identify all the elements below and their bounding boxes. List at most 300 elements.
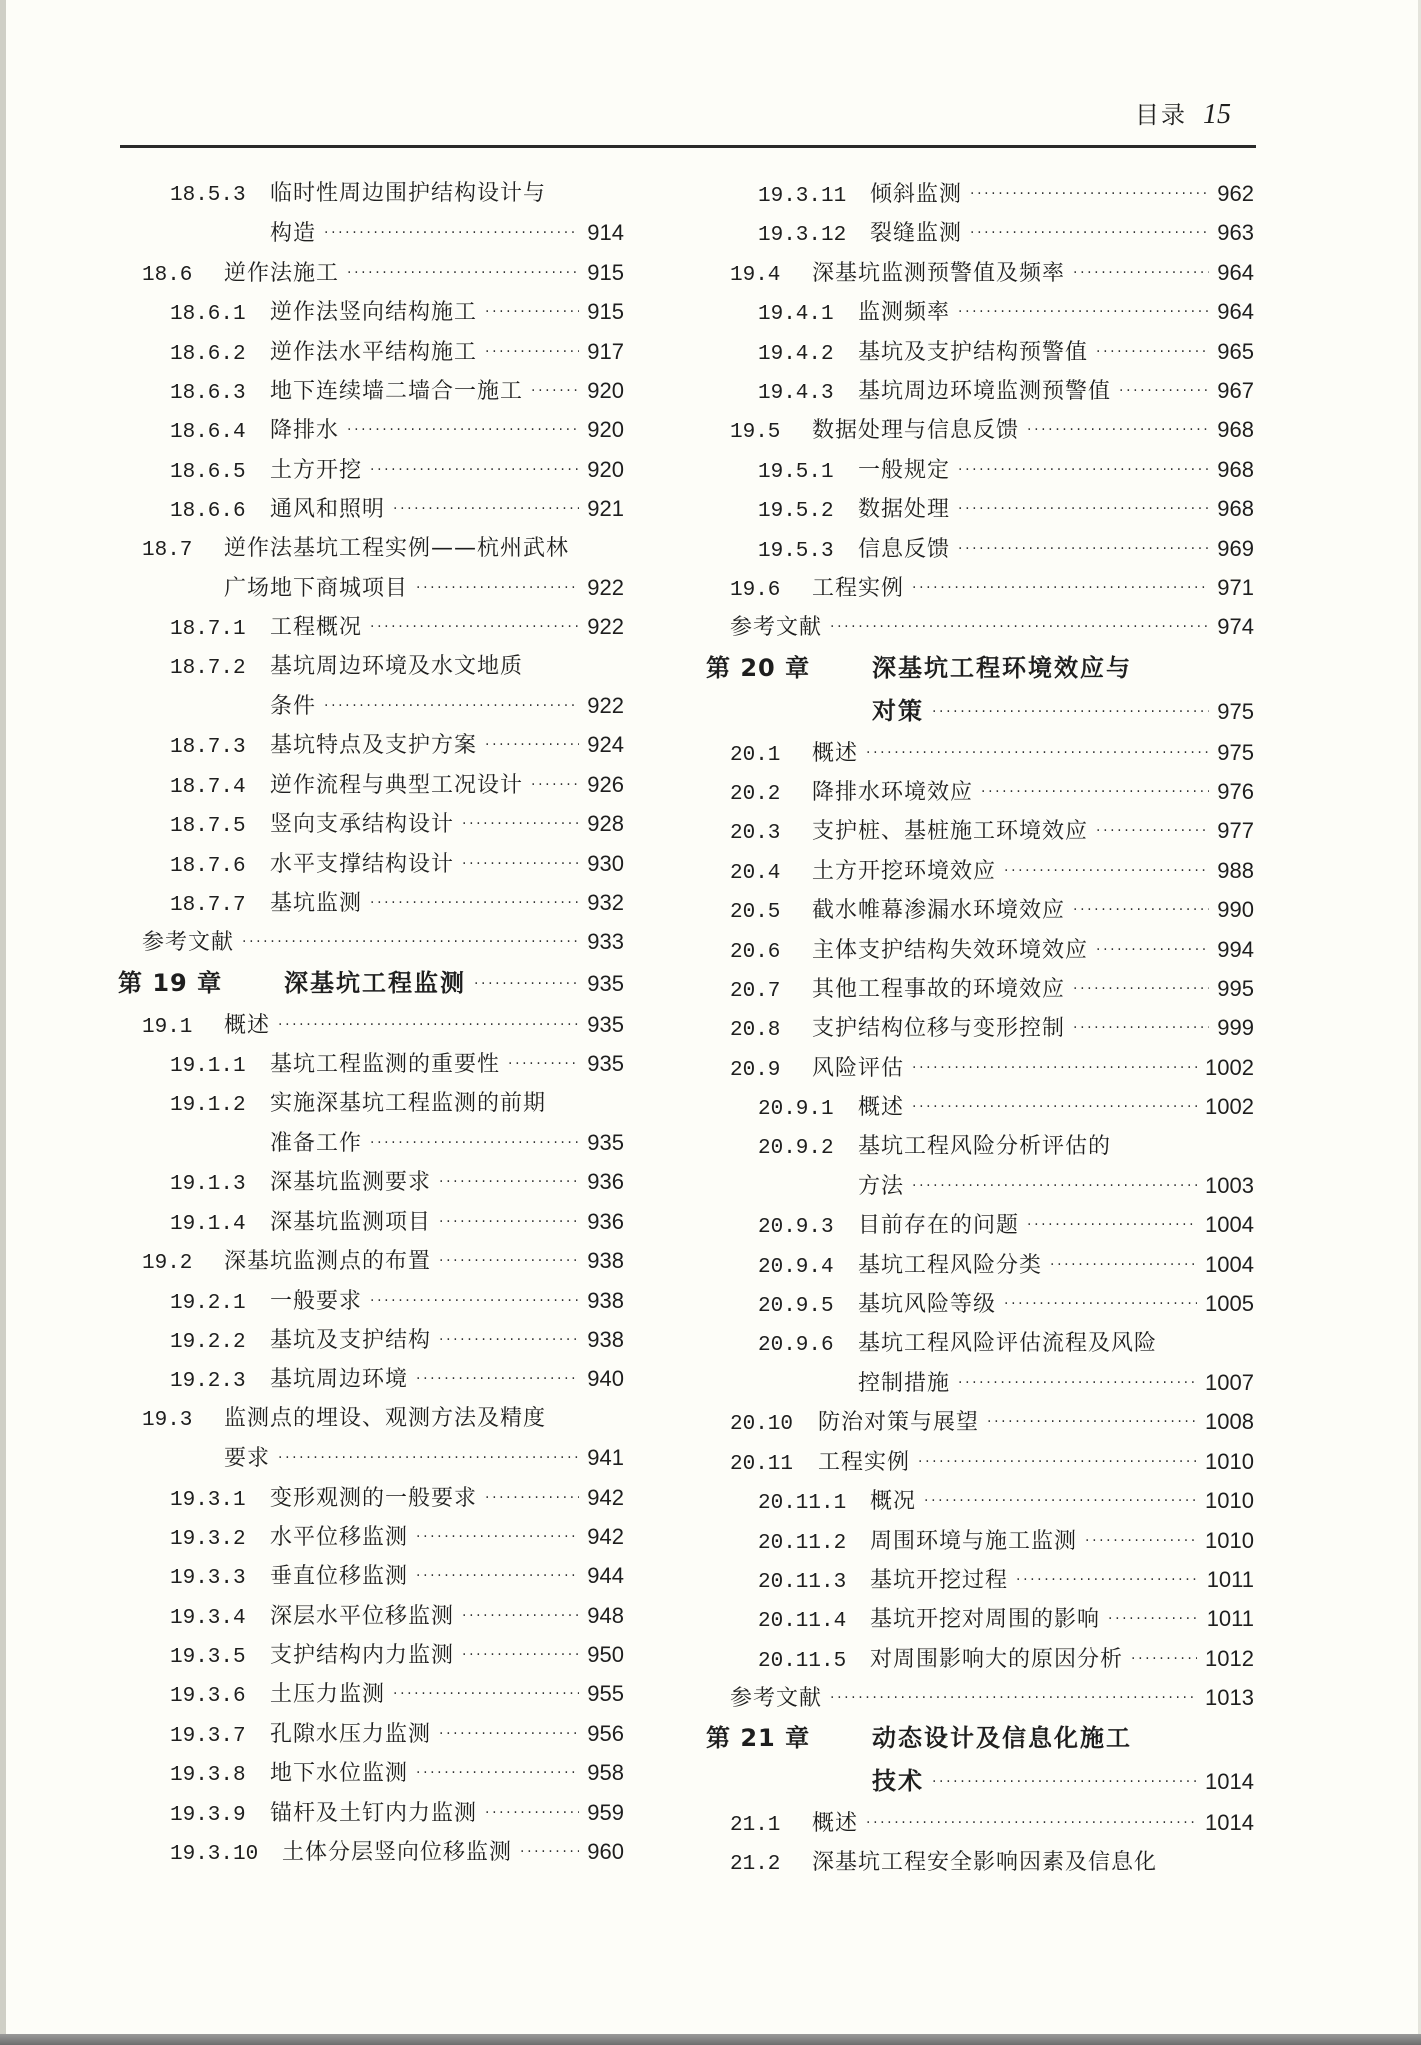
entry-page-number: 1014 [1205, 1810, 1254, 1836]
entry-page-number: 914 [587, 220, 624, 246]
entry-title: 参考文献 [142, 930, 235, 956]
entry-title: 地下水位监测 [270, 1761, 409, 1787]
entry-title: 土体分层竖向位移监测 [282, 1840, 513, 1866]
dot-leader [439, 1203, 579, 1242]
toc-subsection-entry[interactable] [706, 1205, 1254, 1244]
entry-page-number: 1013 [1205, 1685, 1254, 1711]
toc-section-entry[interactable] [706, 930, 1254, 969]
toc-section-entry[interactable] [706, 890, 1254, 929]
toc-subsection-entry[interactable] [706, 1481, 1254, 1520]
entry-number: 21.2 [730, 1852, 781, 1876]
entry-page-number: 921 [587, 496, 624, 522]
dot-leader [1073, 891, 1209, 930]
dot-leader [987, 1403, 1197, 1442]
entry-number: 19.5.1 [758, 460, 834, 484]
dot-leader [866, 1804, 1197, 1843]
toc-subsection-entry[interactable] [118, 292, 624, 331]
entry-page-number: 994 [1217, 936, 1254, 962]
dot-leader [932, 691, 1209, 734]
toc-entry-continuation[interactable] [706, 1363, 1254, 1402]
dot-leader [981, 773, 1209, 812]
entry-title: 变形观测的一般要求 [270, 1485, 478, 1511]
toc-section-entry[interactable] [706, 253, 1254, 292]
toc-section-entry[interactable] [706, 568, 1254, 607]
dot-leader [462, 1597, 579, 1636]
entry-page-number: 968 [1217, 417, 1254, 443]
entry-title: 监测频率 [858, 300, 951, 326]
entry-number: 19.2.1 [170, 1291, 246, 1315]
toc-section-entry[interactable] [706, 1442, 1254, 1481]
entry-page-number: 975 [1217, 698, 1254, 724]
toc-subsection-entry[interactable] [118, 1478, 624, 1517]
dot-leader [1096, 812, 1209, 851]
toc-subsection-entry[interactable] [118, 1517, 624, 1556]
entry-title: 降排水环境效应 [812, 780, 974, 806]
entry-page-number: 990 [1217, 897, 1254, 923]
toc-subsection-entry[interactable] [118, 371, 624, 410]
entry-title: 一般要求 [270, 1288, 363, 1314]
entry-title: 基坑及支护结构预警值 [858, 339, 1089, 365]
entry-number: 21.1 [730, 1814, 781, 1838]
entry-number: 20.2 [730, 783, 781, 807]
entry-page-number: 922 [587, 693, 624, 719]
entry-page-number: 1014 [1205, 1769, 1254, 1795]
entry-number: 18.7.1 [170, 618, 246, 642]
toc-subsection-entry[interactable] [118, 725, 624, 764]
entry-title: 基坑工程风险分类 [858, 1252, 1043, 1278]
dot-leader [866, 734, 1209, 773]
entry-page-number: 958 [587, 1760, 624, 1786]
toc-subsection-entry[interactable] [706, 1639, 1254, 1678]
toc-subsection-entry[interactable] [118, 647, 624, 686]
entry-page-number: 948 [587, 1602, 624, 1628]
entry-number: 19.3.3 [170, 1567, 246, 1591]
dot-leader [370, 1124, 579, 1163]
entry-number: 19.3.5 [170, 1646, 246, 1670]
toc-entry-continuation[interactable] [118, 568, 624, 607]
entry-title: 基坑及支护结构 [270, 1327, 432, 1353]
entry-number: 20.9 [730, 1058, 781, 1082]
toc-subsection-entry[interactable] [706, 1245, 1254, 1284]
toc-section-entry[interactable] [118, 1005, 624, 1044]
dot-leader [918, 1443, 1197, 1482]
toc-subsection-entry[interactable] [706, 1284, 1254, 1323]
entry-page-number: 942 [587, 1484, 624, 1510]
entry-number: 19.3.10 [170, 1843, 259, 1867]
entry-page-number: 1004 [1205, 1212, 1254, 1238]
toc-subsection-entry[interactable] [706, 1087, 1254, 1126]
entry-number: 18.6.6 [170, 500, 246, 524]
entry-page-number: 924 [587, 732, 624, 758]
dot-leader [520, 1833, 579, 1872]
toc-subsection-entry[interactable] [706, 1560, 1254, 1599]
toc-section-entry[interactable] [706, 969, 1254, 1008]
toc-entry-continuation[interactable] [118, 213, 624, 252]
entry-title: 基坑工程监测的重要性 [270, 1052, 501, 1078]
entry-page-number: 940 [587, 1366, 624, 1392]
entry-title: 基坑开挖对周围的影响 [870, 1607, 1101, 1633]
entry-page-number: 938 [587, 1326, 624, 1352]
entry-page-number: 920 [587, 456, 624, 482]
entry-number: 19.6 [730, 578, 781, 602]
toc-column-right [706, 174, 1254, 1882]
dot-leader [416, 1518, 579, 1557]
dot-leader [439, 1321, 579, 1360]
entry-title: 逆作法基坑工程实例——杭州武林 [224, 535, 570, 561]
entry-number: 19.2.2 [170, 1330, 246, 1354]
entry-number: 19.3.6 [170, 1685, 246, 1709]
toc-subsection-entry[interactable] [118, 450, 624, 489]
entry-number: 18.7.5 [170, 815, 246, 839]
dot-leader [531, 372, 579, 411]
entry-page-number: 956 [587, 1720, 624, 1746]
entry-number: 19.1.2 [170, 1093, 246, 1117]
entry-title: 概述 [224, 1012, 271, 1038]
dot-leader [1108, 1600, 1199, 1639]
toc-section-entry[interactable] [706, 1402, 1254, 1441]
toc-subsection-entry[interactable] [706, 332, 1254, 371]
toc-subsection-entry[interactable] [118, 1793, 624, 1832]
entry-title: 准备工作 [270, 1130, 363, 1156]
scan-page-edge-left [0, 0, 6, 2045]
dot-leader [439, 1242, 579, 1281]
entry-page-number: 936 [587, 1208, 624, 1234]
dot-leader [912, 1088, 1197, 1127]
entry-title: 深基坑工程安全影响因素及信息化 [812, 1849, 1158, 1875]
dot-leader [1050, 1246, 1197, 1285]
entry-number: 19.1.4 [170, 1212, 246, 1236]
toc-subsection-entry[interactable] [118, 765, 624, 804]
toc-section-entry[interactable] [706, 1803, 1254, 1842]
entry-title: 孔隙水压力监测 [270, 1721, 432, 1747]
dot-leader [970, 214, 1209, 253]
entry-title: 水平位移监测 [270, 1524, 409, 1550]
entry-number: 20.9.1 [758, 1098, 834, 1122]
toc-subsection-entry[interactable] [118, 1832, 624, 1871]
entry-title: 一般规定 [858, 457, 951, 483]
toc-subsection-entry[interactable] [118, 1753, 624, 1792]
toc-subsection-entry[interactable] [118, 174, 624, 213]
entry-title: 降排水 [270, 418, 340, 444]
entry-number: 19.3 [142, 1408, 193, 1432]
dot-leader [1131, 1640, 1197, 1679]
toc-section-entry[interactable] [118, 1399, 624, 1438]
toc-chapter-entry[interactable] [118, 962, 624, 1005]
toc-section-entry[interactable] [706, 733, 1254, 772]
toc-subsection-entry[interactable] [706, 489, 1254, 528]
entry-page-number: 1002 [1205, 1054, 1254, 1080]
toc-section-entry[interactable] [706, 1843, 1254, 1882]
dot-leader [508, 1045, 579, 1084]
dot-leader [1119, 372, 1209, 411]
dot-leader [912, 569, 1209, 608]
entry-title: 广场地下商城项目 [224, 575, 409, 601]
toc-chapter-entry[interactable] [706, 1717, 1254, 1760]
entry-page-number: 1008 [1205, 1409, 1254, 1435]
dot-leader [324, 687, 579, 726]
dot-leader [1096, 931, 1209, 970]
entry-page-number: 935 [587, 1011, 624, 1037]
entry-page-number: 1010 [1205, 1448, 1254, 1474]
toc-subsection-entry[interactable] [706, 1127, 1254, 1166]
toc-references-entry[interactable] [118, 922, 624, 961]
toc-subsection-entry[interactable] [706, 450, 1254, 489]
entry-page-number: 938 [587, 1287, 624, 1313]
entry-page-number: 920 [587, 417, 624, 443]
entry-number: 18.6.3 [170, 381, 246, 405]
entry-page-number: 1012 [1205, 1645, 1254, 1671]
dot-leader [1027, 411, 1209, 450]
entry-title: 防治对策与展望 [818, 1410, 980, 1436]
entry-number: 20.9.4 [758, 1255, 834, 1279]
entry-number: 19.1.1 [170, 1055, 246, 1079]
entry-title: 逆作流程与典型工况设计 [270, 772, 524, 798]
entry-title: 基坑周边环境 [270, 1367, 409, 1393]
toc-subsection-entry[interactable] [118, 1044, 624, 1083]
entry-page-number: 976 [1217, 779, 1254, 805]
entry-number: 18.6.5 [170, 460, 246, 484]
toc-section-entry[interactable] [706, 1008, 1254, 1047]
entry-page-number: 1007 [1205, 1369, 1254, 1395]
dot-leader [1016, 1561, 1199, 1600]
entry-number: 19.3.2 [170, 1527, 246, 1551]
entry-title: 概述 [812, 1811, 859, 1837]
entry-number: 第 21 章 [706, 1724, 811, 1753]
dot-leader [370, 884, 579, 923]
entry-title: 周围环境与施工监测 [870, 1528, 1078, 1554]
dot-leader [242, 923, 579, 962]
dot-leader [485, 1794, 579, 1833]
toc-subsection-entry[interactable] [118, 1714, 624, 1753]
entry-title: 深基坑工程环境效应与 [872, 653, 1132, 682]
entry-title: 工程概况 [270, 615, 363, 641]
entry-number: 18.7 [142, 538, 193, 562]
entry-page-number: 915 [587, 299, 624, 325]
toc-section-entry[interactable] [118, 529, 624, 568]
dot-leader [830, 1679, 1197, 1718]
entry-title: 技术 [872, 1767, 924, 1796]
entry-number: 19.3.11 [758, 185, 847, 208]
entry-title: 深基坑监测项目 [270, 1209, 432, 1235]
entry-page-number: 1003 [1205, 1172, 1254, 1198]
entry-page-number: 950 [587, 1642, 624, 1668]
entry-title: 竖向支承结构设计 [270, 812, 455, 838]
dot-leader [970, 175, 1209, 214]
dot-leader [958, 293, 1209, 332]
entry-number: 20.4 [730, 861, 781, 885]
entry-page-number: 942 [587, 1523, 624, 1549]
entry-title: 逆作法竖向结构施工 [270, 300, 478, 326]
entry-title: 方法 [858, 1173, 905, 1199]
entry-title: 逆作法施工 [224, 260, 340, 286]
entry-title: 截水帷幕渗漏水环境效应 [812, 898, 1066, 924]
toc-section-entry[interactable] [706, 410, 1254, 449]
toc-subsection-entry[interactable] [706, 371, 1254, 410]
toc-subsection-entry[interactable] [706, 1599, 1254, 1638]
toc-subsection-entry[interactable] [118, 1202, 624, 1241]
dot-leader [474, 963, 579, 1006]
dot-leader [462, 805, 579, 844]
entry-number: 19.3.9 [170, 1803, 246, 1827]
entry-page-number: 977 [1217, 818, 1254, 844]
toc-column-left [118, 174, 624, 1871]
entry-title: 数据处理 [858, 497, 951, 523]
toc-entry-continuation[interactable] [118, 1438, 624, 1477]
entry-number: 20.1 [730, 743, 781, 767]
entry-number: 19.3.12 [758, 224, 847, 248]
entry-page-number: 1005 [1205, 1291, 1254, 1317]
toc-subsection-entry[interactable] [118, 1556, 624, 1595]
toc-subsection-entry[interactable] [118, 1162, 624, 1201]
dot-leader [370, 608, 579, 647]
entry-page-number: 963 [1217, 220, 1254, 246]
toc-subsection-entry[interactable] [706, 174, 1254, 213]
entry-number: 19.5.3 [758, 539, 834, 563]
running-head [1135, 100, 1231, 130]
entry-title: 土方开挖 [270, 457, 363, 483]
entry-number: 20.9.5 [758, 1295, 834, 1319]
toc-section-entry[interactable] [706, 1048, 1254, 1087]
entry-page-number: 935 [587, 1129, 624, 1155]
dot-leader [370, 451, 579, 490]
dot-leader [958, 451, 1209, 490]
toc-section-entry[interactable] [118, 1241, 624, 1280]
entry-number: 18.6.1 [170, 303, 246, 327]
toc-subsection-entry[interactable] [118, 804, 624, 843]
toc-subsection-entry[interactable] [118, 1674, 624, 1713]
entry-page-number: 922 [587, 614, 624, 640]
toc-entry-continuation[interactable] [118, 1123, 624, 1162]
entry-page-number: 968 [1217, 496, 1254, 522]
entry-number: 20.11.2 [758, 1531, 847, 1555]
entry-number: 18.7.4 [170, 775, 246, 799]
entry-page-number: 959 [587, 1799, 624, 1825]
entry-title: 水平支撑结构设计 [270, 851, 455, 877]
toc-section-entry[interactable] [706, 811, 1254, 850]
entry-title: 临时性周边围护结构设计与 [270, 181, 547, 206]
entry-page-number: 933 [587, 929, 624, 955]
scan-page-edge-bottom [0, 2034, 1421, 2045]
entry-number: 18.5.3 [170, 184, 246, 207]
entry-page-number: 915 [587, 259, 624, 285]
entry-page-number: 935 [587, 1051, 624, 1077]
toc-subsection-entry[interactable] [706, 1324, 1254, 1363]
entry-page-number: 926 [587, 771, 624, 797]
toc-subsection-entry[interactable] [118, 1281, 624, 1320]
entry-number: 20.5 [730, 901, 781, 925]
dot-leader [1027, 1206, 1197, 1245]
entry-number: 18.6.2 [170, 342, 246, 366]
entry-page-number: 988 [1217, 857, 1254, 883]
toc-subsection-entry[interactable] [706, 1521, 1254, 1560]
dot-leader [1004, 852, 1209, 891]
dot-leader [1073, 254, 1209, 293]
entry-page-number: 935 [587, 970, 624, 996]
entry-page-number: 971 [1217, 574, 1254, 600]
entry-title: 深基坑监测点的布置 [224, 1249, 432, 1275]
entry-number: 18.7.3 [170, 736, 246, 760]
entry-title: 实施深基坑工程监测的前期 [270, 1090, 547, 1116]
dot-leader [912, 1049, 1197, 1088]
toc-section-entry[interactable] [706, 851, 1254, 890]
toc-subsection-entry[interactable] [118, 1359, 624, 1398]
entry-number: 第 20 章 [706, 653, 811, 682]
toc-subsection-entry[interactable] [118, 607, 624, 646]
entry-title: 裂缝监测 [870, 221, 963, 247]
entry-page-number: 1010 [1205, 1488, 1254, 1514]
entry-page-number: 932 [587, 890, 624, 916]
toc-subsection-entry[interactable] [706, 213, 1254, 252]
entry-page-number: 938 [587, 1248, 624, 1274]
dot-leader [416, 1754, 579, 1793]
dot-leader [393, 1675, 579, 1714]
toc-chapter-continuation[interactable] [706, 1760, 1254, 1803]
toc-entry-continuation[interactable] [118, 686, 624, 725]
toc-references-entry[interactable] [706, 607, 1254, 646]
entry-title: 地下连续墙二墙合一施工 [270, 378, 524, 404]
entry-number: 20.9.3 [758, 1216, 834, 1240]
toc-section-entry[interactable] [706, 772, 1254, 811]
toc-subsection-entry[interactable] [118, 332, 624, 371]
entry-title: 条件 [270, 694, 317, 720]
toc-entry-continuation[interactable] [706, 1166, 1254, 1205]
toc-subsection-entry[interactable] [118, 489, 624, 528]
toc-subsection-entry[interactable] [706, 292, 1254, 331]
entry-page-number: 999 [1217, 1015, 1254, 1041]
toc-subsection-entry[interactable] [118, 410, 624, 449]
toc-chapter-entry[interactable] [706, 647, 1254, 690]
entry-title: 基坑开挖过程 [870, 1567, 1009, 1593]
dot-leader [370, 1282, 579, 1321]
entry-page-number: 964 [1217, 299, 1254, 325]
toc-section-entry[interactable] [118, 253, 624, 292]
entry-number: 第 19 章 [118, 968, 223, 997]
entry-title: 对周围影响大的原因分析 [870, 1646, 1124, 1672]
dot-leader [347, 411, 579, 450]
entry-title: 深基坑监测要求 [270, 1170, 432, 1196]
toc-subsection-entry[interactable] [118, 1084, 624, 1123]
entry-title: 参考文献 [730, 615, 823, 641]
toc-subsection-entry[interactable] [706, 529, 1254, 568]
dot-leader [462, 1636, 579, 1675]
entry-title: 土压力监测 [270, 1682, 386, 1708]
entry-title: 支护桩、基桩施工环境效应 [812, 819, 1089, 845]
dot-leader [958, 490, 1209, 529]
toc-subsection-entry[interactable] [118, 844, 624, 883]
toc-subsection-entry[interactable] [118, 1320, 624, 1359]
entry-number: 19.3.4 [170, 1606, 246, 1630]
dot-leader [1096, 333, 1209, 372]
entry-page-number: 974 [1217, 614, 1254, 640]
entry-number: 20.9.2 [758, 1136, 834, 1160]
toc-subsection-entry[interactable] [118, 1635, 624, 1674]
dot-leader [347, 254, 579, 293]
entry-title: 主体支护结构失效环境效应 [812, 937, 1089, 963]
entry-page-number: 964 [1217, 259, 1254, 285]
entry-number: 18.7.2 [170, 656, 246, 680]
toc-subsection-entry[interactable] [118, 1596, 624, 1635]
entry-title: 深基坑监测预警值及频率 [812, 260, 1066, 286]
dot-leader [324, 214, 579, 253]
toc-references-entry[interactable] [706, 1678, 1254, 1717]
dot-leader [485, 726, 579, 765]
entry-number: 19.5 [730, 421, 781, 445]
toc-chapter-continuation[interactable] [706, 690, 1254, 733]
entry-page-number: 995 [1217, 976, 1254, 1002]
entry-number: 20.8 [730, 1019, 781, 1043]
toc-subsection-entry[interactable] [118, 883, 624, 922]
entry-page-number: 928 [587, 811, 624, 837]
